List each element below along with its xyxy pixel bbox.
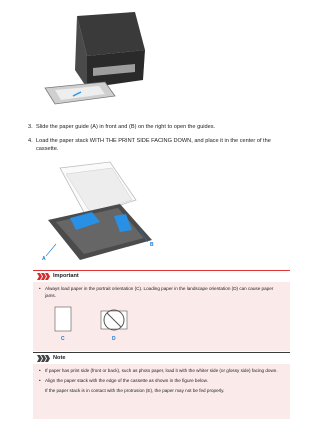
note-bullet-1: • If paper has print side (front or back), such as photo paper, load it with the whiter side (or glossy side) facing down. [33, 367, 290, 374]
note-bullet-2: • Align the paper stack with the edge of the cassette as shown in the figure below. [33, 377, 290, 384]
orientation-figure [43, 303, 163, 347]
label-c: C [61, 336, 65, 342]
step-3: 3. Slide the paper guide (A) in front and (B) on the right to open the guides. [28, 124, 216, 130]
label-a: A [42, 256, 46, 262]
chevron-icon [37, 273, 50, 280]
important-title: Important [53, 273, 79, 279]
important-header [33, 271, 290, 282]
step-3-text: Slide the paper guide (A) in front and (B) on the right to open the guides. [36, 124, 216, 130]
step-4: 4. Load the paper stack WITH THE PRINT SIDE FACING DOWN, and place it in the center of the cassette. [28, 138, 271, 152]
chevron-icon [37, 355, 50, 362]
important-callout [33, 270, 290, 351]
important-bullet: • Always load paper in the portrait orientation (C). Loading paper in the landscape orientation (D) can cause paper jams. [33, 285, 290, 299]
step-4-text: Load the paper stack WITH THE PRINT SIDE FACING DOWN, and place it in the center of the cassette. [36, 138, 271, 152]
note-callout [33, 352, 290, 419]
note-title: Note [53, 355, 66, 361]
note-header [33, 353, 290, 364]
cassette-illustration [40, 160, 160, 270]
label-b: B [150, 242, 154, 248]
label-d: D [112, 336, 116, 342]
printer-illustration [35, 10, 155, 110]
note-subtext: If the paper stack is in contact with the protrusion (E), the paper may not be fed properly. [45, 388, 225, 393]
